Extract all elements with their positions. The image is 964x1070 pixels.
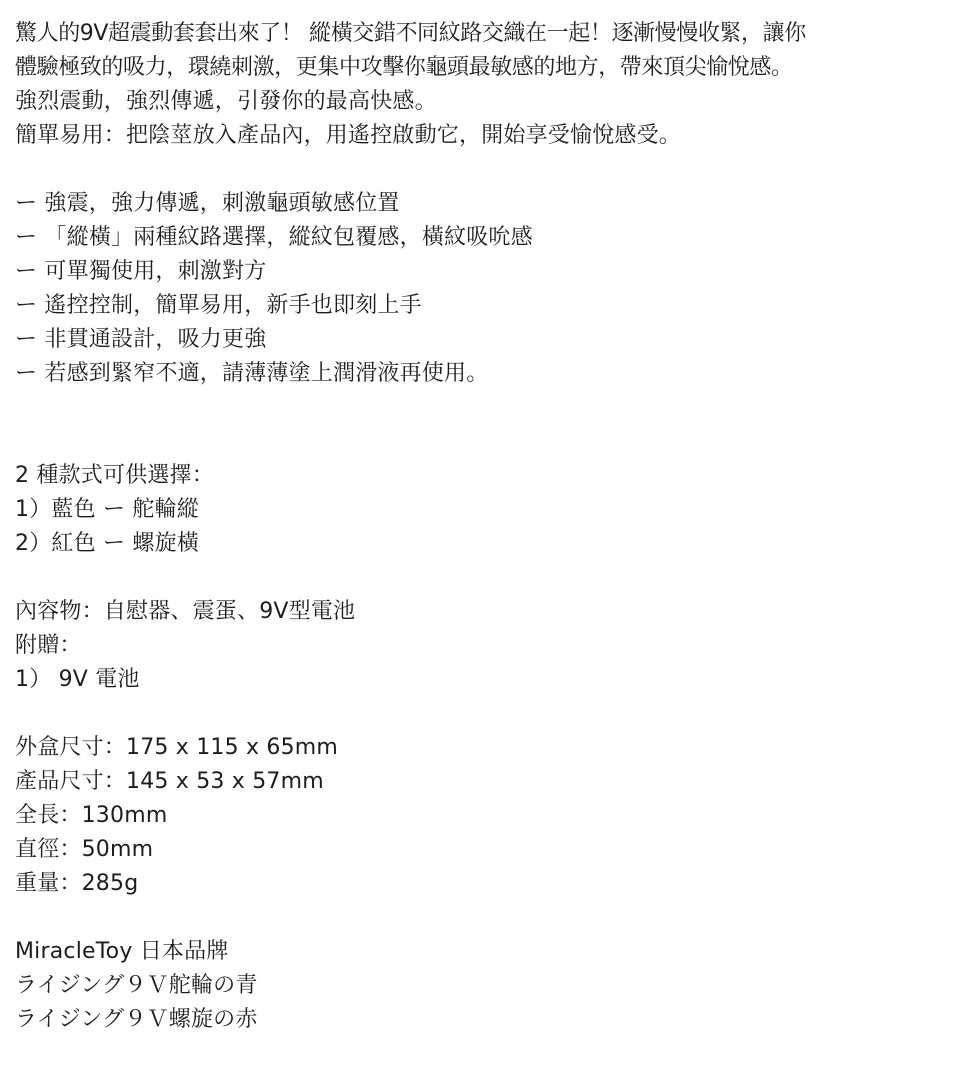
style-option-item: 2）紅色 ー 螺旋橫 — [15, 531, 199, 556]
feature-item: ー 若感到緊窄不適，請薄薄塗上潤滑液再使用。 — [15, 361, 489, 386]
product-description — [15, 17, 955, 1037]
feature-item: ー 可單獨使用，刺激對方 — [15, 259, 267, 284]
intro-line: 簡單易用：把陰莖放入產品內，用遙控啟動它，開始享受愉悅感受。 — [15, 123, 682, 148]
spacer — [15, 697, 955, 731]
style-options-heading: 2 種款式可供選擇： — [15, 463, 214, 488]
spacer — [15, 391, 955, 459]
gift-label: 附贈： — [15, 633, 82, 658]
intro-line: 強烈震動，強烈傳遞，引發你的最高快感。 — [15, 89, 437, 114]
intro-paragraph — [15, 17, 955, 153]
spec-item: 重量：285g — [15, 871, 139, 896]
spec-item: 直徑：50mm — [15, 837, 154, 862]
spec-item: 外盒尺寸：175 x 115 x 65mm — [15, 735, 339, 760]
spec-item: 全長：130mm — [15, 803, 168, 828]
feature-item: ー 強震，強力傳遞，刺激龜頭敏感位置 — [15, 191, 400, 216]
intro-line: 體驗極致的吸力，環繞刺激，更集中攻擊你龜頭最敏感的地方，帶來頂尖愉悅感。 — [15, 55, 793, 80]
gift-item: 1） 9V 電池 — [15, 667, 140, 692]
brand-info — [15, 935, 955, 1037]
spacer — [15, 561, 955, 595]
feature-list — [15, 187, 955, 391]
style-option-item: 1）藍色 ー 舵輪縱 — [15, 497, 199, 522]
brand-line: MiracleToy 日本品牌 — [15, 939, 229, 964]
spec-list — [15, 731, 955, 901]
spec-item: 產品尺寸：145 x 53 x 57mm — [15, 769, 324, 794]
feature-item: ー 「縱橫」兩種紋路選擇，縱紋包覆感，橫紋吸吮感 — [15, 225, 533, 250]
intro-line: 驚人的9V超震動套套出來了！ 縱橫交錯不同紋路交織在一起！逐漸慢慢收緊，讓你 — [15, 21, 806, 46]
feature-item: ー 遙控控制，簡單易用，新手也即刻上手 — [15, 293, 422, 318]
brand-product-name: ライジング９Ｖ舵輪の青 — [15, 973, 258, 998]
brand-product-name: ライジング９Ｖ螺旋の赤 — [15, 1007, 258, 1032]
style-options — [15, 459, 955, 561]
spacer — [15, 153, 955, 187]
feature-item: ー 非貫通設計，吸力更強 — [15, 327, 267, 352]
spacer — [15, 901, 955, 935]
contents-line: 內容物：自慰器、震蛋、9V型電池 — [15, 599, 356, 624]
package-contents — [15, 595, 955, 697]
